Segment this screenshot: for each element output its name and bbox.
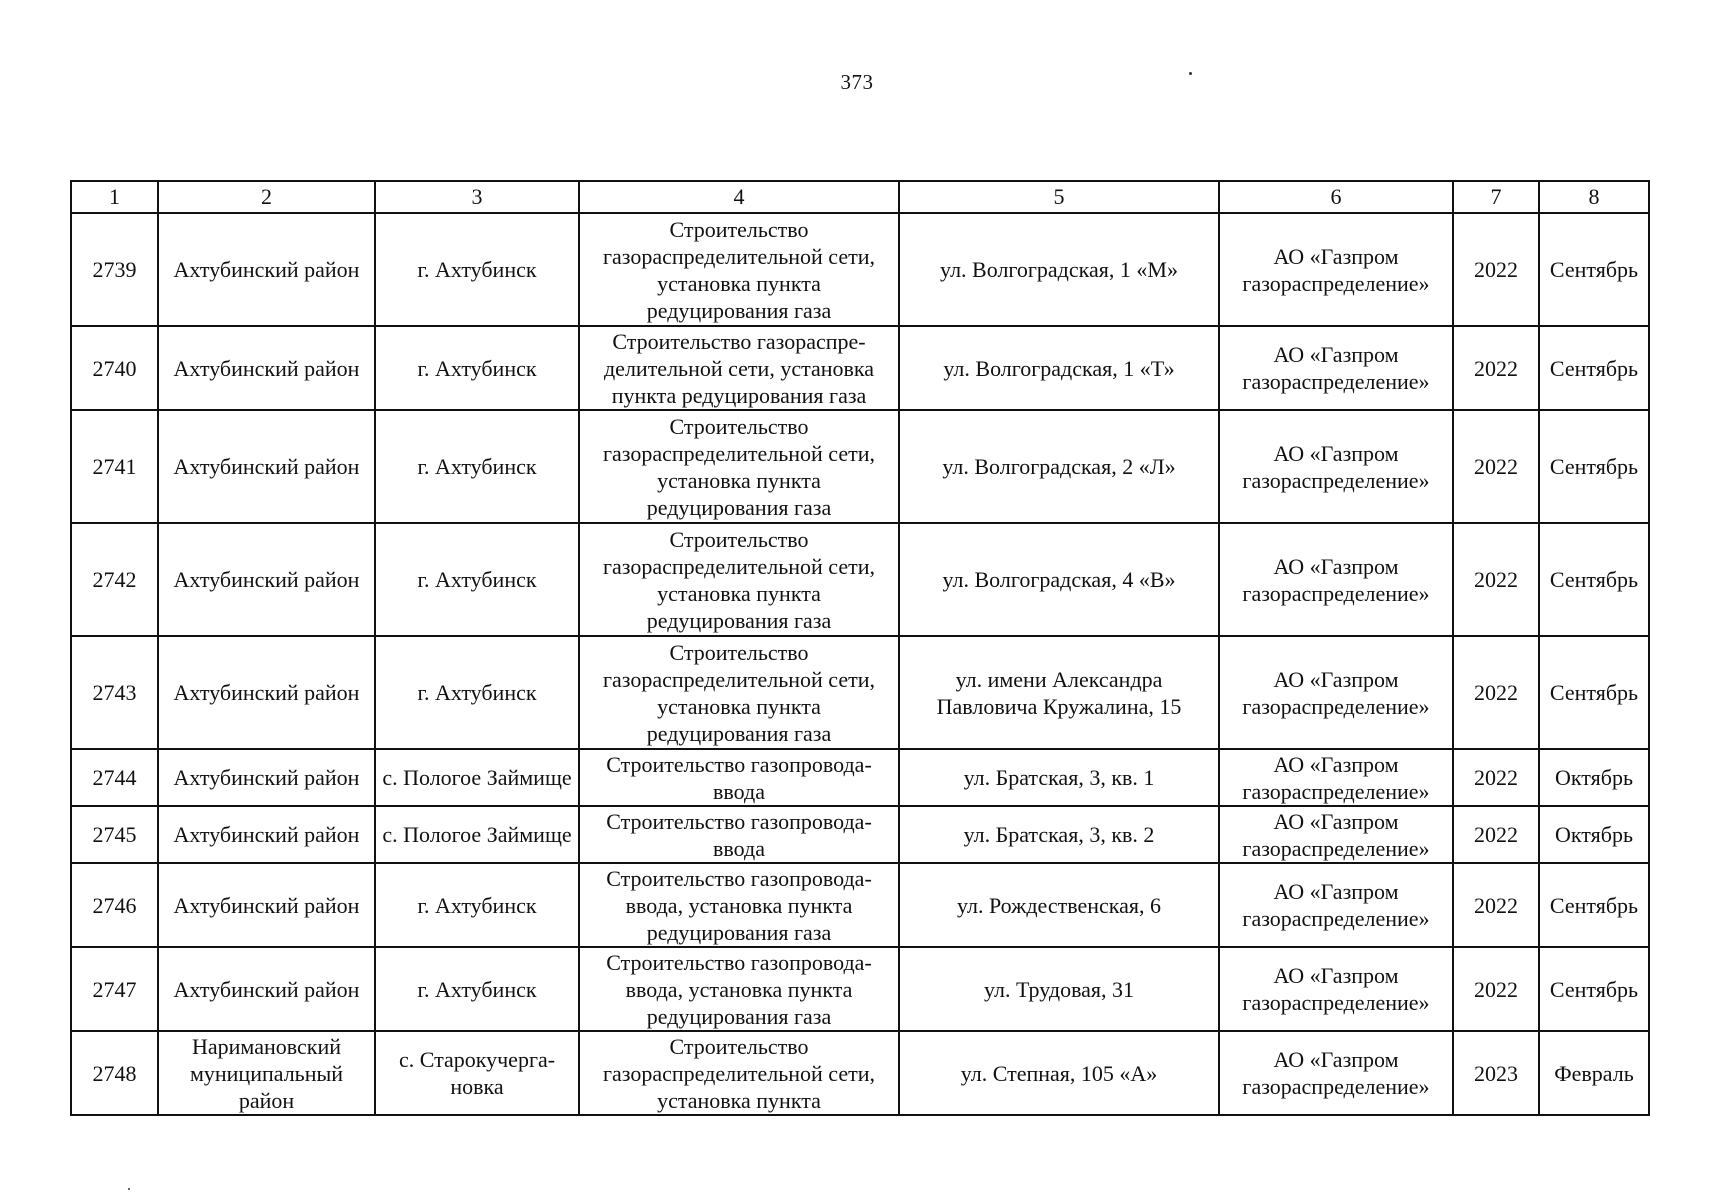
locality-cell: г. Ахтубинск <box>375 326 579 410</box>
row-number: 2741 <box>71 410 158 523</box>
locality-cell: с. Пологое Займище <box>375 749 579 806</box>
table-row <box>71 636 1649 749</box>
row-number: 2740 <box>71 326 158 410</box>
district-cell: Ахтубинский район <box>158 213 375 326</box>
column-header: 8 <box>1539 181 1649 213</box>
year-cell: 2022 <box>1453 863 1539 947</box>
organization-cell: АО «Газпром газораспределение» <box>1219 326 1453 410</box>
address-cell: ул. Братская, 3, кв. 2 <box>899 806 1219 863</box>
row-number: 2743 <box>71 636 158 749</box>
column-header: 6 <box>1219 181 1453 213</box>
row-number: 2746 <box>71 863 158 947</box>
table-row <box>71 410 1649 523</box>
month-cell: Февраль <box>1539 1031 1649 1115</box>
address-cell: ул. Трудовая, 31 <box>899 947 1219 1031</box>
organization-cell: АО «Газпром газораспределение» <box>1219 410 1453 523</box>
table-row <box>71 523 1649 636</box>
year-cell: 2023 <box>1453 1031 1539 1115</box>
address-cell: ул. Братская, 3, кв. 1 <box>899 749 1219 806</box>
address-cell: ул. Рождественская, 6 <box>899 863 1219 947</box>
column-header: 7 <box>1453 181 1539 213</box>
table-row <box>71 863 1649 947</box>
year-cell: 2022 <box>1453 636 1539 749</box>
locality-cell: г. Ахтубинск <box>375 213 579 326</box>
month-cell: Октябрь <box>1539 749 1649 806</box>
year-cell: 2022 <box>1453 410 1539 523</box>
organization-cell: АО «Газпром газораспределение» <box>1219 1031 1453 1115</box>
locality-cell: с. Пологое Займище <box>375 806 579 863</box>
column-header: 1 <box>71 181 158 213</box>
column-header: 5 <box>899 181 1219 213</box>
table-row <box>71 749 1649 806</box>
table-row <box>71 213 1649 326</box>
table-row <box>71 947 1649 1031</box>
table-row <box>71 326 1649 410</box>
month-cell: Сентябрь <box>1539 523 1649 636</box>
work-cell: Строительство газораспределительной сети, установка пункта редуцирования газа <box>579 410 899 523</box>
organization-cell: АО «Газпром газораспределение» <box>1219 863 1453 947</box>
locality-cell: г. Ахтубинск <box>375 410 579 523</box>
locality-cell: г. Ахтубинск <box>375 947 579 1031</box>
month-cell: Сентябрь <box>1539 410 1649 523</box>
district-cell: Ахтубинский район <box>158 749 375 806</box>
organization-cell: АО «Газпром газораспределение» <box>1219 523 1453 636</box>
work-cell: Строительство газораспределительной сети, установка пункта <box>579 1031 899 1115</box>
row-number: 2745 <box>71 806 158 863</box>
row-number: 2748 <box>71 1031 158 1115</box>
column-header: 3 <box>375 181 579 213</box>
year-cell: 2022 <box>1453 523 1539 636</box>
scan-speck <box>1189 72 1192 75</box>
year-cell: 2022 <box>1453 326 1539 410</box>
column-header: 2 <box>158 181 375 213</box>
year-cell: 2022 <box>1453 749 1539 806</box>
scan-speck <box>128 1188 130 1190</box>
work-cell: Строительство газопровода-ввода, установка пункта редуцирования газа <box>579 947 899 1031</box>
district-cell: Ахтубинский район <box>158 806 375 863</box>
month-cell: Октябрь <box>1539 806 1649 863</box>
address-cell: ул. Волгоградская, 2 «Л» <box>899 410 1219 523</box>
year-cell: 2022 <box>1453 806 1539 863</box>
schedule-table <box>70 180 1650 1116</box>
organization-cell: АО «Газпром газораспределение» <box>1219 213 1453 326</box>
district-cell: Наримановский муниципальный район <box>158 1031 375 1115</box>
table-row <box>71 1031 1649 1115</box>
work-cell: Строительство газопровода-ввода, установка пункта редуцирования газа <box>579 863 899 947</box>
district-cell: Ахтубинский район <box>158 947 375 1031</box>
district-cell: Ахтубинский район <box>158 326 375 410</box>
organization-cell: АО «Газпром газораспределение» <box>1219 636 1453 749</box>
column-header: 4 <box>579 181 899 213</box>
address-cell: ул. Степная, 105 «А» <box>899 1031 1219 1115</box>
district-cell: Ахтубинский район <box>158 863 375 947</box>
year-cell: 2022 <box>1453 213 1539 326</box>
locality-cell: г. Ахтубинск <box>375 636 579 749</box>
work-cell: Строительство газопровода-ввода <box>579 806 899 863</box>
work-cell: Строительство газораспределительной сети, установка пункта редуцирования газа <box>579 213 899 326</box>
work-cell: Строительство газораспре-делительной сети, установка пункта редуцирования газа <box>579 326 899 410</box>
work-cell: Строительство газопровода-ввода <box>579 749 899 806</box>
address-cell: ул. имени Александра Павловича Кружалина, 15 <box>899 636 1219 749</box>
row-number: 2739 <box>71 213 158 326</box>
address-cell: ул. Волгоградская, 4 «В» <box>899 523 1219 636</box>
year-cell: 2022 <box>1453 947 1539 1031</box>
row-number: 2744 <box>71 749 158 806</box>
organization-cell: АО «Газпром газораспределение» <box>1219 947 1453 1031</box>
month-cell: Сентябрь <box>1539 213 1649 326</box>
row-number: 2742 <box>71 523 158 636</box>
work-cell: Строительство газораспределительной сети, установка пункта редуцирования газа <box>579 636 899 749</box>
month-cell: Сентябрь <box>1539 947 1649 1031</box>
locality-cell: с. Старокучерга-новка <box>375 1031 579 1115</box>
organization-cell: АО «Газпром газораспределение» <box>1219 806 1453 863</box>
work-cell: Строительство газораспределительной сети, установка пункта редуцирования газа <box>579 523 899 636</box>
header-row <box>71 181 1649 213</box>
district-cell: Ахтубинский район <box>158 636 375 749</box>
table-row <box>71 806 1649 863</box>
organization-cell: АО «Газпром газораспределение» <box>1219 749 1453 806</box>
month-cell: Сентябрь <box>1539 636 1649 749</box>
month-cell: Сентябрь <box>1539 863 1649 947</box>
month-cell: Сентябрь <box>1539 326 1649 410</box>
district-cell: Ахтубинский район <box>158 523 375 636</box>
locality-cell: г. Ахтубинск <box>375 523 579 636</box>
address-cell: ул. Волгоградская, 1 «М» <box>899 213 1219 326</box>
address-cell: ул. Волгоградская, 1 «Т» <box>899 326 1219 410</box>
district-cell: Ахтубинский район <box>158 410 375 523</box>
locality-cell: г. Ахтубинск <box>375 863 579 947</box>
row-number: 2747 <box>71 947 158 1031</box>
page-number: 373 <box>840 70 874 94</box>
